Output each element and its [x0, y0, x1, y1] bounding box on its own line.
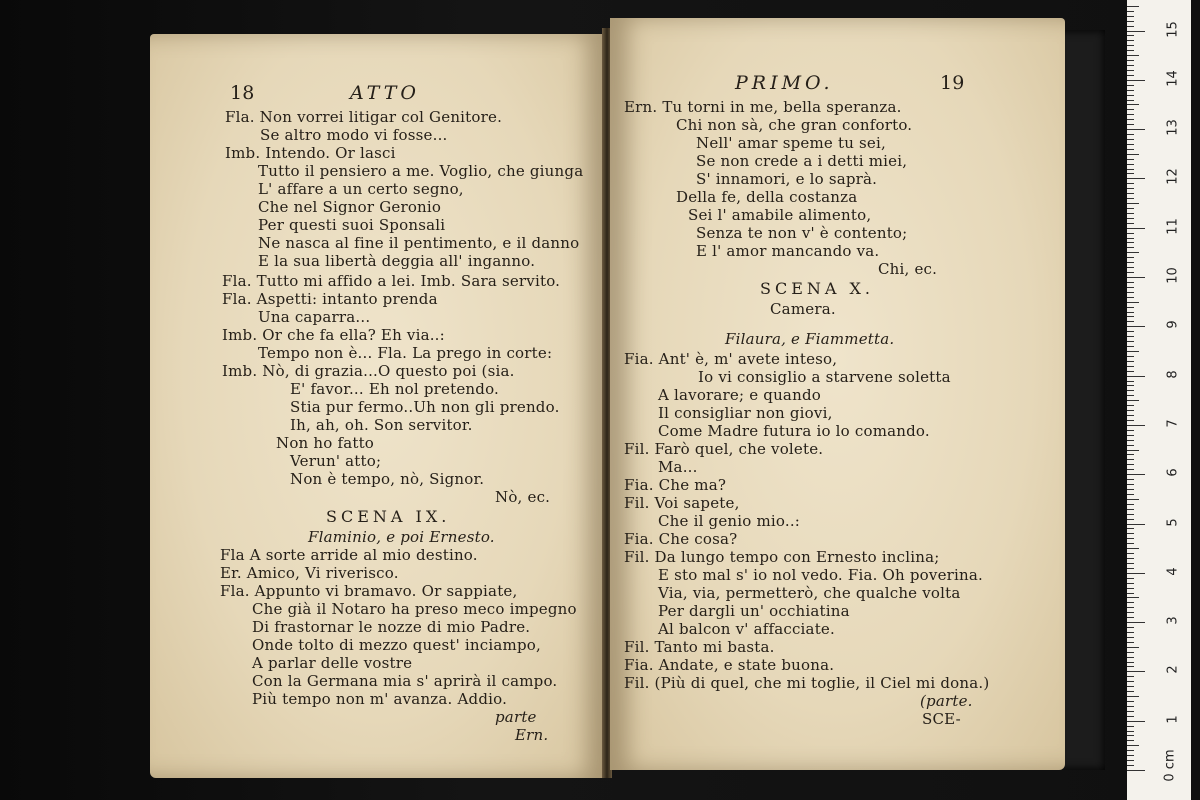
text-line: Non è tempo, nò, Signor.: [290, 470, 485, 488]
ruler-tick: [1127, 568, 1134, 569]
page-number-left: 18: [230, 82, 255, 104]
ruler-tick: [1127, 731, 1134, 732]
text-line: Che nel Signor Geronio: [258, 198, 442, 216]
ruler-tick: [1127, 129, 1145, 130]
ruler-tick: [1127, 40, 1134, 41]
text-line: Verun' atto;: [290, 452, 382, 470]
ruler-tick: [1127, 247, 1134, 248]
text-line: Ma...: [658, 458, 698, 476]
ruler-tick: [1127, 351, 1139, 352]
ruler-tick: [1127, 361, 1134, 362]
ruler-tick: [1127, 381, 1134, 382]
ruler-tick: [1127, 706, 1134, 707]
stage-direction: parte: [495, 708, 537, 726]
text-line: Che già il Notaro ha preso meco impegno: [252, 600, 577, 618]
ruler-number: 3: [1165, 616, 1181, 625]
text-line: Fia. Che ma?: [624, 476, 727, 494]
ruler-number: 7: [1165, 419, 1181, 428]
text-line: S' innamori, e lo saprà.: [696, 170, 878, 188]
ruler-tick: [1127, 740, 1134, 741]
measurement-ruler: [1127, 0, 1191, 800]
ruler-tick: [1127, 548, 1139, 549]
ruler-tick: [1127, 681, 1134, 682]
ruler-tick: [1127, 499, 1139, 500]
ruler-tick: [1127, 400, 1139, 401]
left-page: [150, 34, 605, 778]
ruler-tick: [1127, 75, 1134, 76]
text-line: Nell' amar speme tu sei,: [696, 134, 886, 152]
ruler-tick: [1127, 459, 1134, 460]
ruler-tick: [1127, 691, 1134, 692]
ruler-tick: [1127, 440, 1134, 441]
ruler-tick: [1127, 607, 1134, 608]
ruler-tick: [1127, 721, 1145, 722]
text-line: Tempo non è... Fla. La prego in corte:: [258, 344, 553, 362]
ruler-tick: [1127, 533, 1134, 534]
ruler-tick: [1127, 627, 1134, 628]
text-line: Fia. Ant' è, m' avete inteso,: [624, 350, 838, 368]
text-line: Nò, ec.: [495, 488, 551, 506]
ruler-tick: [1127, 144, 1134, 145]
ruler-tick: [1127, 193, 1134, 194]
ruler-number: 12: [1165, 168, 1181, 186]
ruler-tick: [1127, 464, 1134, 465]
ruler-tick: [1127, 307, 1134, 308]
ruler-tick: [1127, 223, 1134, 224]
text-line: Fia. Che cosa?: [624, 530, 738, 548]
ruler-tick: [1127, 90, 1134, 91]
ruler-tick: [1127, 770, 1145, 771]
text-line: Di frastornar le nozze di mio Padre.: [252, 618, 531, 636]
text-line: A parlar delle vostre: [252, 654, 413, 672]
catchword: SCE-: [922, 710, 961, 728]
ruler-tick: [1127, 474, 1145, 475]
ruler-tick: [1127, 326, 1145, 327]
text-line: Fla. Non vorrei litigar col Genitore.: [225, 108, 503, 126]
ruler-tick: [1127, 415, 1134, 416]
ruler-tick: [1127, 11, 1134, 12]
ruler-tick: [1127, 376, 1145, 377]
ruler-number: 2: [1165, 665, 1181, 675]
ruler-tick: [1127, 109, 1134, 110]
ruler-number: 5: [1165, 517, 1181, 527]
ruler-tick: [1127, 602, 1134, 603]
ruler-tick: [1127, 85, 1134, 86]
text-line: Fia. Andate, e state buona.: [624, 656, 835, 674]
text-line: Tutto il pensiero a me. Voglio, che giunga: [258, 162, 584, 180]
ruler-tick: [1127, 524, 1145, 525]
ruler-tick: [1127, 395, 1134, 396]
ruler-tick: [1127, 173, 1134, 174]
scene-heading: SCENA X.: [760, 279, 874, 298]
ruler-tick: [1127, 287, 1134, 288]
ruler-tick: [1127, 169, 1134, 170]
ruler-number: 14: [1165, 70, 1181, 87]
ruler-tick: [1127, 405, 1134, 406]
text-line: L' affare a un certo segno,: [258, 180, 464, 198]
running-header-right: PRIMO.: [735, 72, 834, 94]
ruler-tick: [1127, 716, 1134, 717]
ruler-tick: [1127, 257, 1134, 258]
ruler-tick: [1127, 316, 1134, 317]
ruler-tick: [1127, 750, 1134, 751]
ruler-tick: [1127, 154, 1139, 155]
ruler-tick: [1127, 272, 1134, 273]
text-line: Al balcon v' affacciate.: [658, 620, 835, 638]
text-line: E' favor... Eh nol pretendo.: [290, 380, 500, 398]
ruler-tick: [1127, 321, 1134, 322]
ruler-number: 4: [1165, 567, 1181, 576]
ruler-tick: [1127, 242, 1134, 243]
ruler-tick: [1127, 479, 1134, 480]
ruler-tick: [1127, 35, 1134, 36]
text-line: Fla. Appunto vi bramavo. Or sappiate,: [220, 582, 518, 600]
ruler-tick: [1127, 735, 1134, 736]
ruler-tick: [1127, 228, 1145, 229]
ruler-tick: [1127, 563, 1134, 564]
text-line: Più tempo non m' avanza. Addio.: [252, 690, 508, 708]
text-line: Fil. Tanto mi basta.: [624, 638, 775, 656]
ruler-tick: [1127, 65, 1134, 66]
ruler-tick: [1127, 445, 1134, 446]
ruler-tick: [1127, 149, 1134, 150]
text-line: Via, via, permetterò, che qualche volta: [658, 584, 961, 602]
ruler-tick: [1127, 726, 1134, 727]
ruler-number: 1: [1165, 715, 1181, 724]
text-line: Fla A sorte arride al mio destino.: [220, 546, 478, 564]
scene-characters: Filaura, e Fiammetta.: [725, 330, 895, 348]
text-line: Il consigliar non giovi,: [658, 404, 833, 422]
ruler-tick: [1127, 686, 1134, 687]
ruler-tick: [1127, 632, 1134, 633]
ruler-tick: [1127, 26, 1134, 27]
ruler-tick: [1127, 238, 1134, 239]
ruler-tick: [1127, 543, 1134, 544]
ruler-tick: [1127, 489, 1134, 490]
ruler-tick: [1127, 652, 1134, 653]
scene-characters: Flaminio, e poi Ernesto.: [308, 528, 495, 546]
ruler-tick: [1127, 45, 1134, 46]
ruler-tick: [1127, 164, 1134, 165]
ruler-number: 8: [1165, 369, 1181, 379]
ruler-tick: [1127, 371, 1134, 372]
text-line: Fil. Da lungo tempo con Ernesto inclina;: [624, 548, 940, 566]
text-line: Come Madre futura io lo comando.: [658, 422, 930, 440]
ruler-tick: [1127, 213, 1134, 214]
ruler-tick: [1127, 277, 1145, 278]
ruler-tick: [1127, 292, 1134, 293]
ruler-tick: [1127, 578, 1134, 579]
ruler-tick: [1127, 139, 1134, 140]
ruler-tick: [1127, 119, 1134, 120]
ruler-tick: [1127, 336, 1134, 337]
ruler-tick: [1127, 203, 1139, 204]
ruler-number: 11: [1165, 217, 1181, 235]
ruler-tick: [1127, 31, 1145, 32]
ruler-tick: [1127, 385, 1134, 386]
text-line: Ern. Tu torni in me, bella speranza.: [624, 98, 902, 116]
text-line: Imb. Nò, di grazia...O questo poi (sia.: [222, 362, 515, 380]
stage-direction: (parte.: [920, 692, 973, 710]
open-book: [150, 18, 1065, 778]
text-line: Fil. (Più di quel, che mi toglie, il Ciel mi dona.): [624, 674, 990, 692]
ruler-tick: [1127, 282, 1134, 283]
text-line: E la sua libertà deggia all' inganno.: [258, 252, 536, 270]
scene-heading: SCENA IX.: [326, 507, 451, 526]
ruler-tick: [1127, 341, 1134, 342]
ruler-tick: [1127, 617, 1134, 618]
ruler-number: 13: [1165, 119, 1181, 136]
ruler-tick: [1127, 519, 1134, 520]
ruler-tick: [1127, 60, 1134, 61]
ruler-tick: [1127, 666, 1134, 667]
text-line: Con la Germana mia s' aprirà il campo.: [252, 672, 558, 690]
ruler-tick: [1127, 593, 1134, 594]
ruler-tick: [1127, 252, 1139, 253]
ruler-tick: [1127, 95, 1134, 96]
text-line: E sto mal s' io nol vedo. Fia. Oh poverina.: [658, 566, 984, 584]
ruler-tick: [1127, 50, 1134, 51]
ruler-tick: [1127, 573, 1145, 574]
ruler-tick: [1127, 745, 1139, 746]
ruler-tick: [1127, 302, 1139, 303]
text-line: Imb. Or che fa ella? Eh via..:: [222, 326, 445, 344]
ruler-tick: [1127, 267, 1134, 268]
ruler-tick: [1127, 647, 1139, 648]
ruler-tick: [1127, 312, 1134, 313]
ruler-tick: [1127, 425, 1145, 426]
ruler-tick: [1127, 208, 1134, 209]
text-line: Fla. Aspetti: intanto prenda: [222, 290, 438, 308]
text-line: Fil. Farò quel, che volete.: [624, 440, 824, 458]
ruler-tick: [1127, 657, 1134, 658]
running-header-left: ATTO: [350, 82, 420, 104]
ruler-tick: [1127, 16, 1134, 17]
ruler-tick: [1127, 504, 1134, 505]
text-line: E l' amor mancando va.: [696, 242, 880, 260]
ruler-number: 10: [1165, 267, 1181, 284]
ruler-tick: [1127, 21, 1134, 22]
ruler-tick: [1127, 671, 1145, 672]
text-line: Della fe, della costanza: [676, 188, 858, 206]
ruler-tick: [1127, 583, 1134, 584]
ruler-tick: [1127, 642, 1134, 643]
text-line: Stia pur fermo..Uh non gli prendo.: [290, 398, 560, 416]
ruler-tick: [1127, 410, 1134, 411]
ruler-tick: [1127, 588, 1134, 589]
text-line: Onde tolto di mezzo quest' inciampo,: [252, 636, 541, 654]
text-line: Fil. Voi sapete,: [624, 494, 740, 512]
ruler-tick: [1127, 80, 1145, 81]
text-line: Imb. Intendo. Or lasci: [225, 144, 396, 162]
ruler-tick: [1127, 114, 1134, 115]
ruler-tick: [1127, 597, 1139, 598]
page-number-right: 19: [940, 72, 965, 94]
ruler-tick: [1127, 70, 1134, 71]
ruler-tick: [1127, 701, 1134, 702]
ruler-tick: [1127, 346, 1134, 347]
ruler-tick: [1127, 134, 1134, 135]
catchword: Ern.: [515, 726, 549, 744]
right-page: [610, 18, 1065, 770]
scene-place: Camera.: [770, 300, 836, 318]
ruler-tick: [1127, 469, 1134, 470]
ruler-tick: [1127, 297, 1134, 298]
ruler-tick: [1127, 331, 1134, 332]
ruler-tick: [1127, 198, 1134, 199]
ruler-number: 6: [1165, 468, 1181, 477]
ruler-number: 15: [1165, 20, 1181, 38]
ruler-tick: [1127, 104, 1139, 105]
ruler-unit-label: 0 cm: [1162, 749, 1178, 782]
text-line: Che il genio mio..:: [658, 512, 801, 530]
text-line: Ih, ah, oh. Son servitor.: [290, 416, 473, 434]
ruler-tick: [1127, 558, 1134, 559]
ruler-tick: [1127, 538, 1134, 539]
ruler-tick: [1127, 494, 1134, 495]
ruler-tick: [1127, 622, 1145, 623]
text-line: Chi, ec.: [878, 260, 938, 278]
ruler-tick: [1127, 420, 1134, 421]
text-line: Per questi suoi Sponsali: [258, 216, 446, 234]
ruler-tick: [1127, 430, 1134, 431]
ruler-tick: [1127, 612, 1134, 613]
ruler-tick: [1127, 450, 1139, 451]
text-line: Se altro modo vi fosse...: [260, 126, 448, 144]
ruler-tick: [1127, 484, 1134, 485]
ruler-tick: [1127, 676, 1134, 677]
ruler-tick: [1127, 233, 1134, 234]
ruler-tick: [1127, 356, 1134, 357]
ruler-tick: [1127, 100, 1134, 101]
text-line: Ne nasca al fine il pentimento, e il danno: [258, 234, 580, 252]
ruler-tick: [1127, 159, 1134, 160]
text-line: A lavorare; e quando: [658, 386, 821, 404]
text-line: Er. Amico, Vi riverisco.: [220, 564, 399, 582]
ruler-tick: [1127, 178, 1145, 179]
ruler-tick: [1127, 218, 1134, 219]
text-line: Chi non sà, che gran conforto.: [676, 116, 913, 134]
ruler-tick: [1127, 509, 1134, 510]
ruler-tick: [1127, 662, 1134, 663]
text-line: Sei l' amabile alimento,: [688, 206, 872, 224]
text-line: Se non crede a i detti miei,: [696, 152, 908, 170]
text-line: Fla. Tutto mi affido a lei. Imb. Sara servito.: [222, 272, 561, 290]
ruler-tick: [1127, 188, 1134, 189]
ruler-tick: [1127, 366, 1134, 367]
ruler-tick: [1127, 760, 1134, 761]
ruler-tick: [1127, 435, 1134, 436]
ruler-tick: [1127, 637, 1134, 638]
text-line: Una caparra...: [258, 308, 371, 326]
ruler-tick: [1127, 454, 1134, 455]
ruler-tick: [1127, 390, 1134, 391]
ruler-tick: [1127, 262, 1134, 263]
ruler-number: 9: [1165, 320, 1181, 329]
ruler-tick: [1127, 755, 1134, 756]
ruler-tick: [1127, 765, 1134, 766]
ruler-tick: [1127, 6, 1139, 7]
ruler-tick: [1127, 124, 1134, 125]
text-line: Io vi consiglio a starvene soletta: [698, 368, 951, 386]
text-line: Senza te non v' è contento;: [696, 224, 908, 242]
ruler-tick: [1127, 55, 1139, 56]
ruler-tick: [1127, 553, 1134, 554]
ruler-tick: [1127, 696, 1139, 697]
ruler-tick: [1127, 183, 1134, 184]
ruler-tick: [1127, 528, 1134, 529]
text-line: Per dargli un' occhiatina: [658, 602, 850, 620]
text-line: Non ho fatto: [276, 434, 375, 452]
ruler-tick: [1127, 514, 1134, 515]
ruler-tick: [1127, 711, 1134, 712]
